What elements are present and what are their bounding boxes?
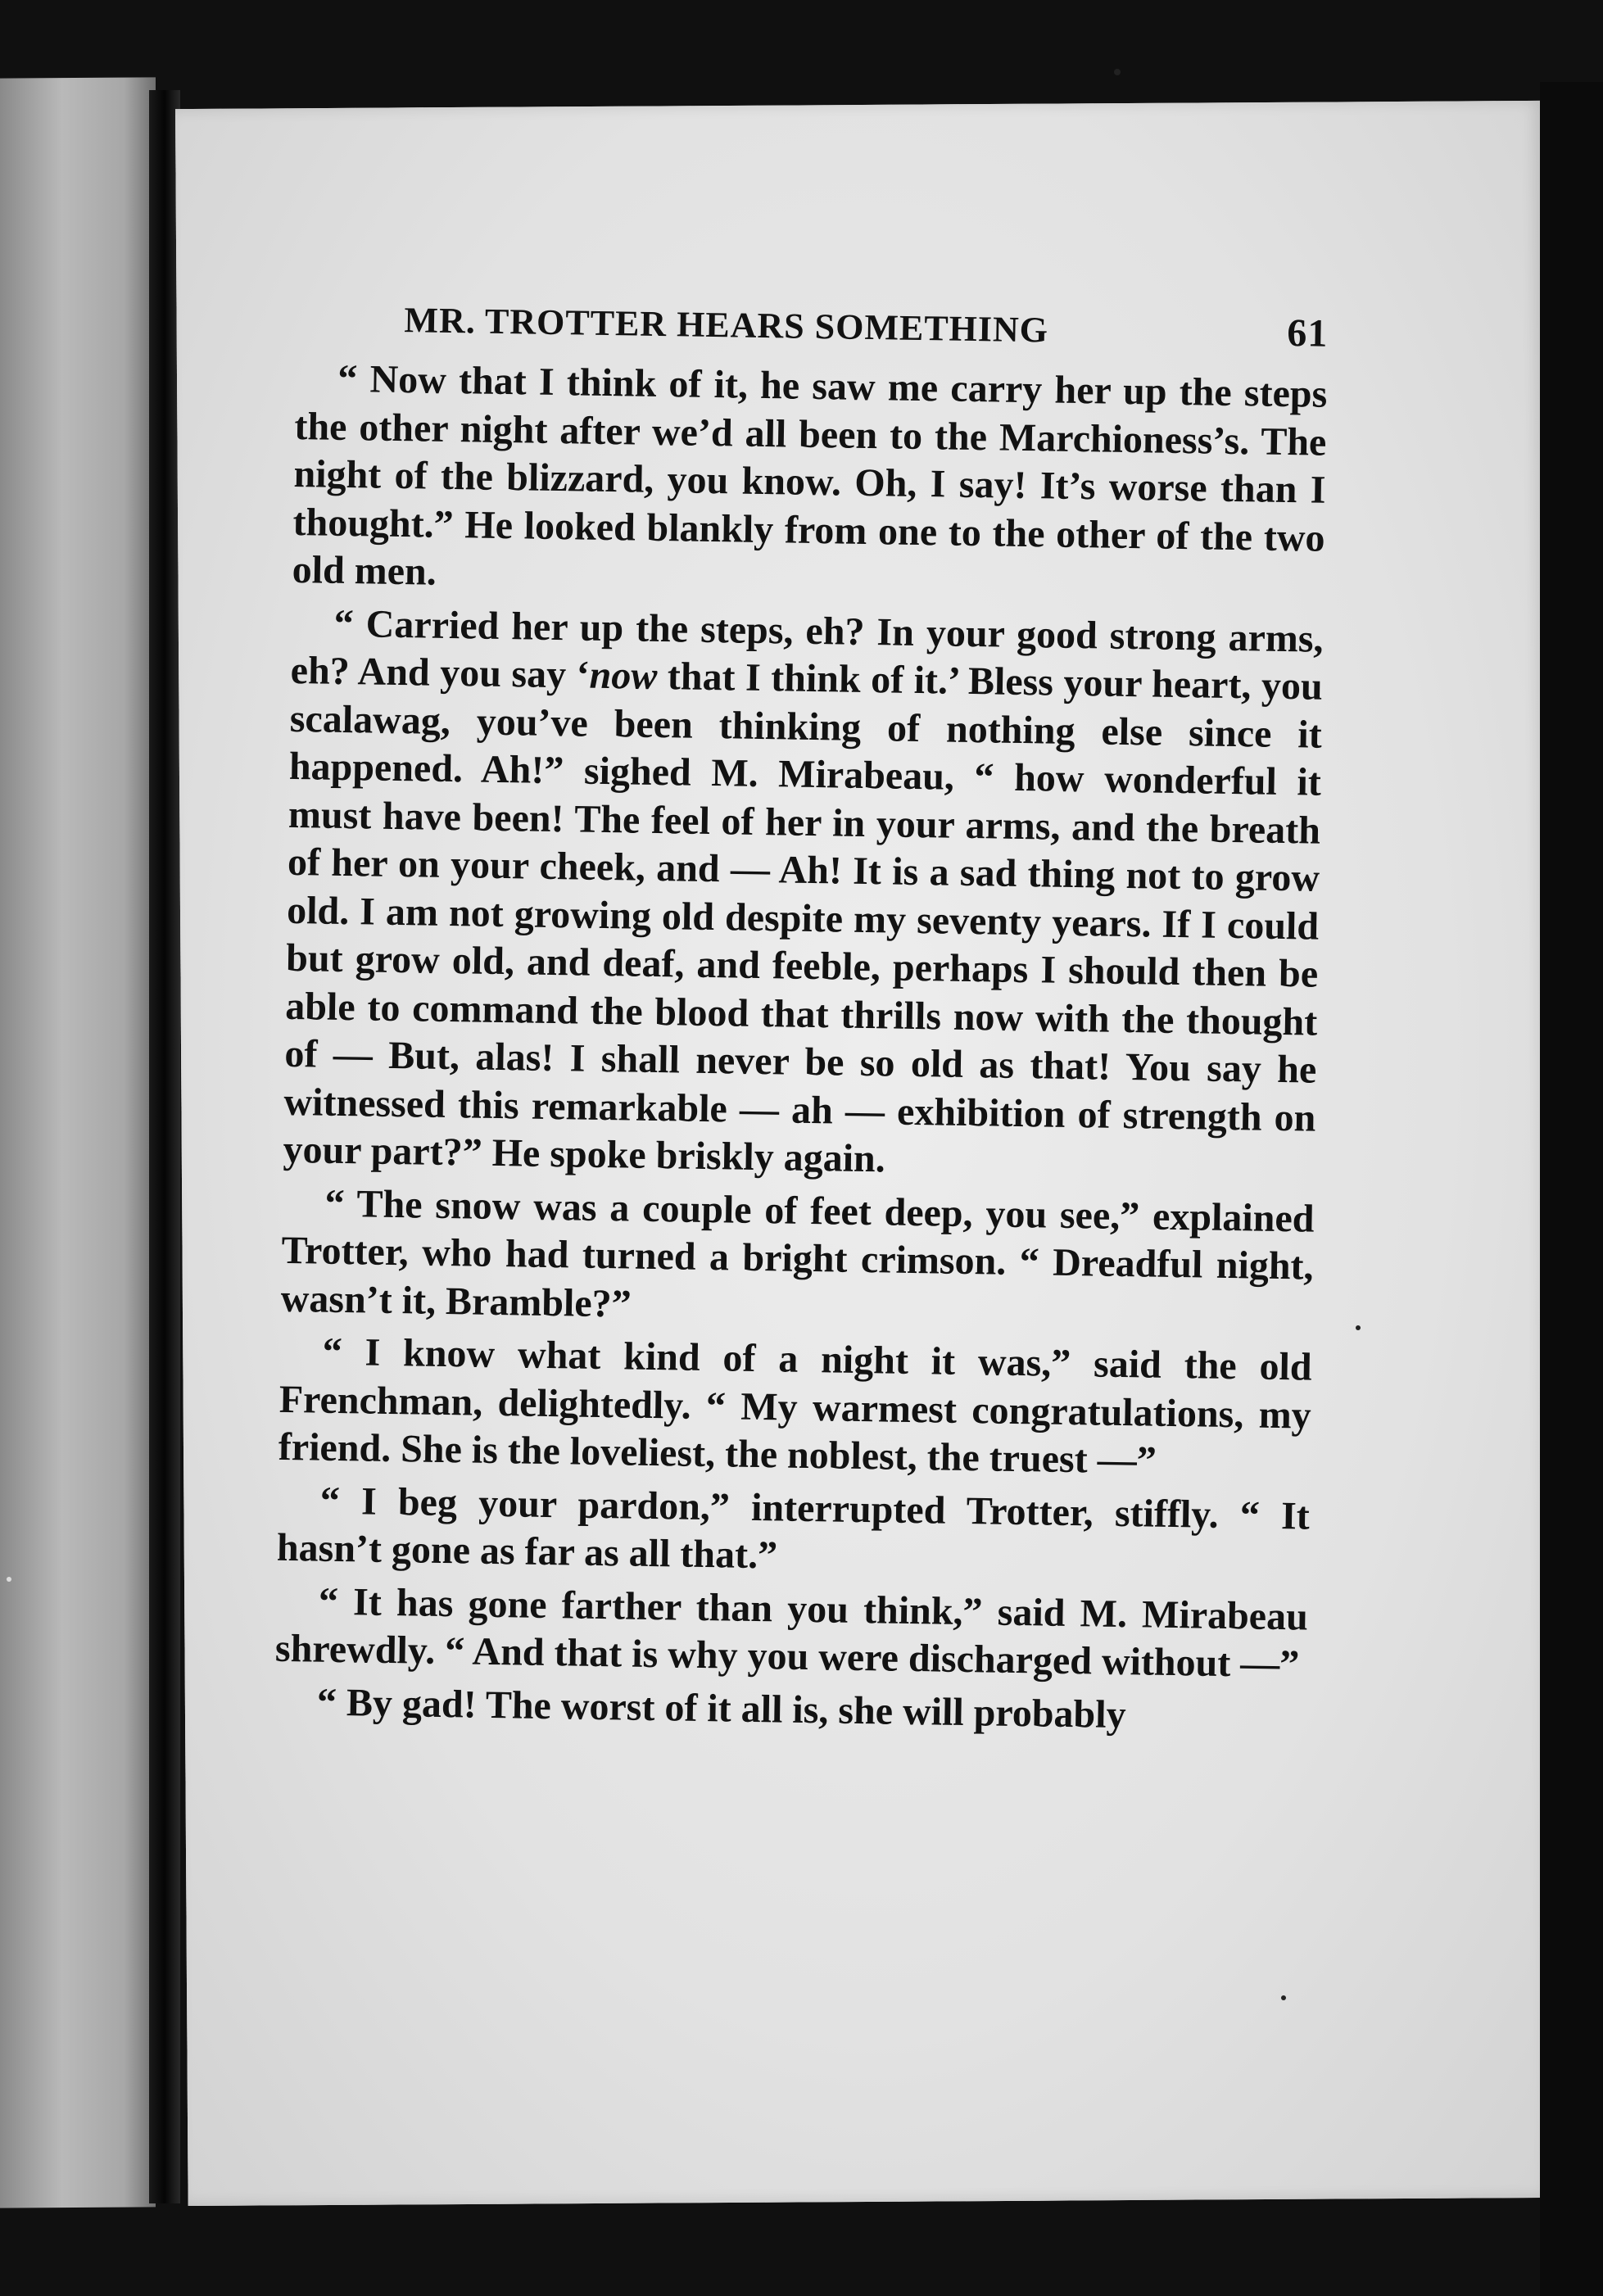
paragraph-text: “ Carried her up the steps, eh? In your good strong arms, eh? And you say ‘ — [290, 601, 1324, 697]
paragraph — [283, 599, 1324, 1190]
scan-speck — [1356, 1325, 1361, 1330]
scan-speck — [1114, 69, 1121, 75]
page-text — [274, 295, 1328, 1747]
paragraph: “ By gad! The worst of it all is, she will probably — [316, 1680, 1127, 1737]
paragraph-text: that I think of it.’ Bless your heart, you scalawag, you’ve been thinking of nothing else since it happened. Ah!” sighed M. Mirabeau, “ how wonderful it must have been! The feel of her in your arms, and the breath of her on your cheek, and — Ah! It is a sad thing not to grow old. I am not growing old despite my seventy years. If I could but grow old, and deaf, and feeble, perhaps I should then be able to command the blood that thrills now with the thought of — But, alas! I shall never be so old as that! You say he witnessed this remarkable — ah — exhibition of strength on your part?” He spoke briskly again. — [283, 654, 1324, 1181]
paragraph: “ The snow was a couple of feet deep, you see,” explained Trotter, who had turned a bright crimson. “ Dreadful night, wasn’t it, Bramble?” — [280, 1181, 1315, 1326]
book-gutter — [149, 90, 180, 2203]
scan-speck — [1281, 1995, 1286, 2000]
scan-speck — [7, 1577, 11, 1582]
paragraph: “ I beg your pardon,” interrupted Trotter, stiffly. “ It hasn’t gone as far as all that.” — [276, 1479, 1311, 1578]
running-head-title: MR. TROTTER HEARS SOMETHING — [404, 300, 1049, 351]
paragraph: “ Now that I think of it, he saw me carry her up the steps the other night after we’d all been to the Marchioness’s. The night of the blizzard, you know. Oh, I say! It’s worse than I thought.” He looked blankly from one to the other of the two old men. — [292, 356, 1328, 594]
emphasized-word: now — [589, 653, 658, 698]
paragraph: “ I know what kind of a night it was,” said the old Frenchman, delightedly. “ My warmest congratulations, my friend. She is the loveliest, the noblest, the truest —” — [278, 1329, 1313, 1483]
previous-page-edge — [0, 77, 156, 2208]
scan-border — [1540, 82, 1603, 2296]
paragraph: “ It has gone farther than you think,” said M. Mirabeau shrewdly. “ And that is why you were discharged without —” — [274, 1579, 1309, 1687]
page-number: 61 — [1287, 311, 1329, 355]
